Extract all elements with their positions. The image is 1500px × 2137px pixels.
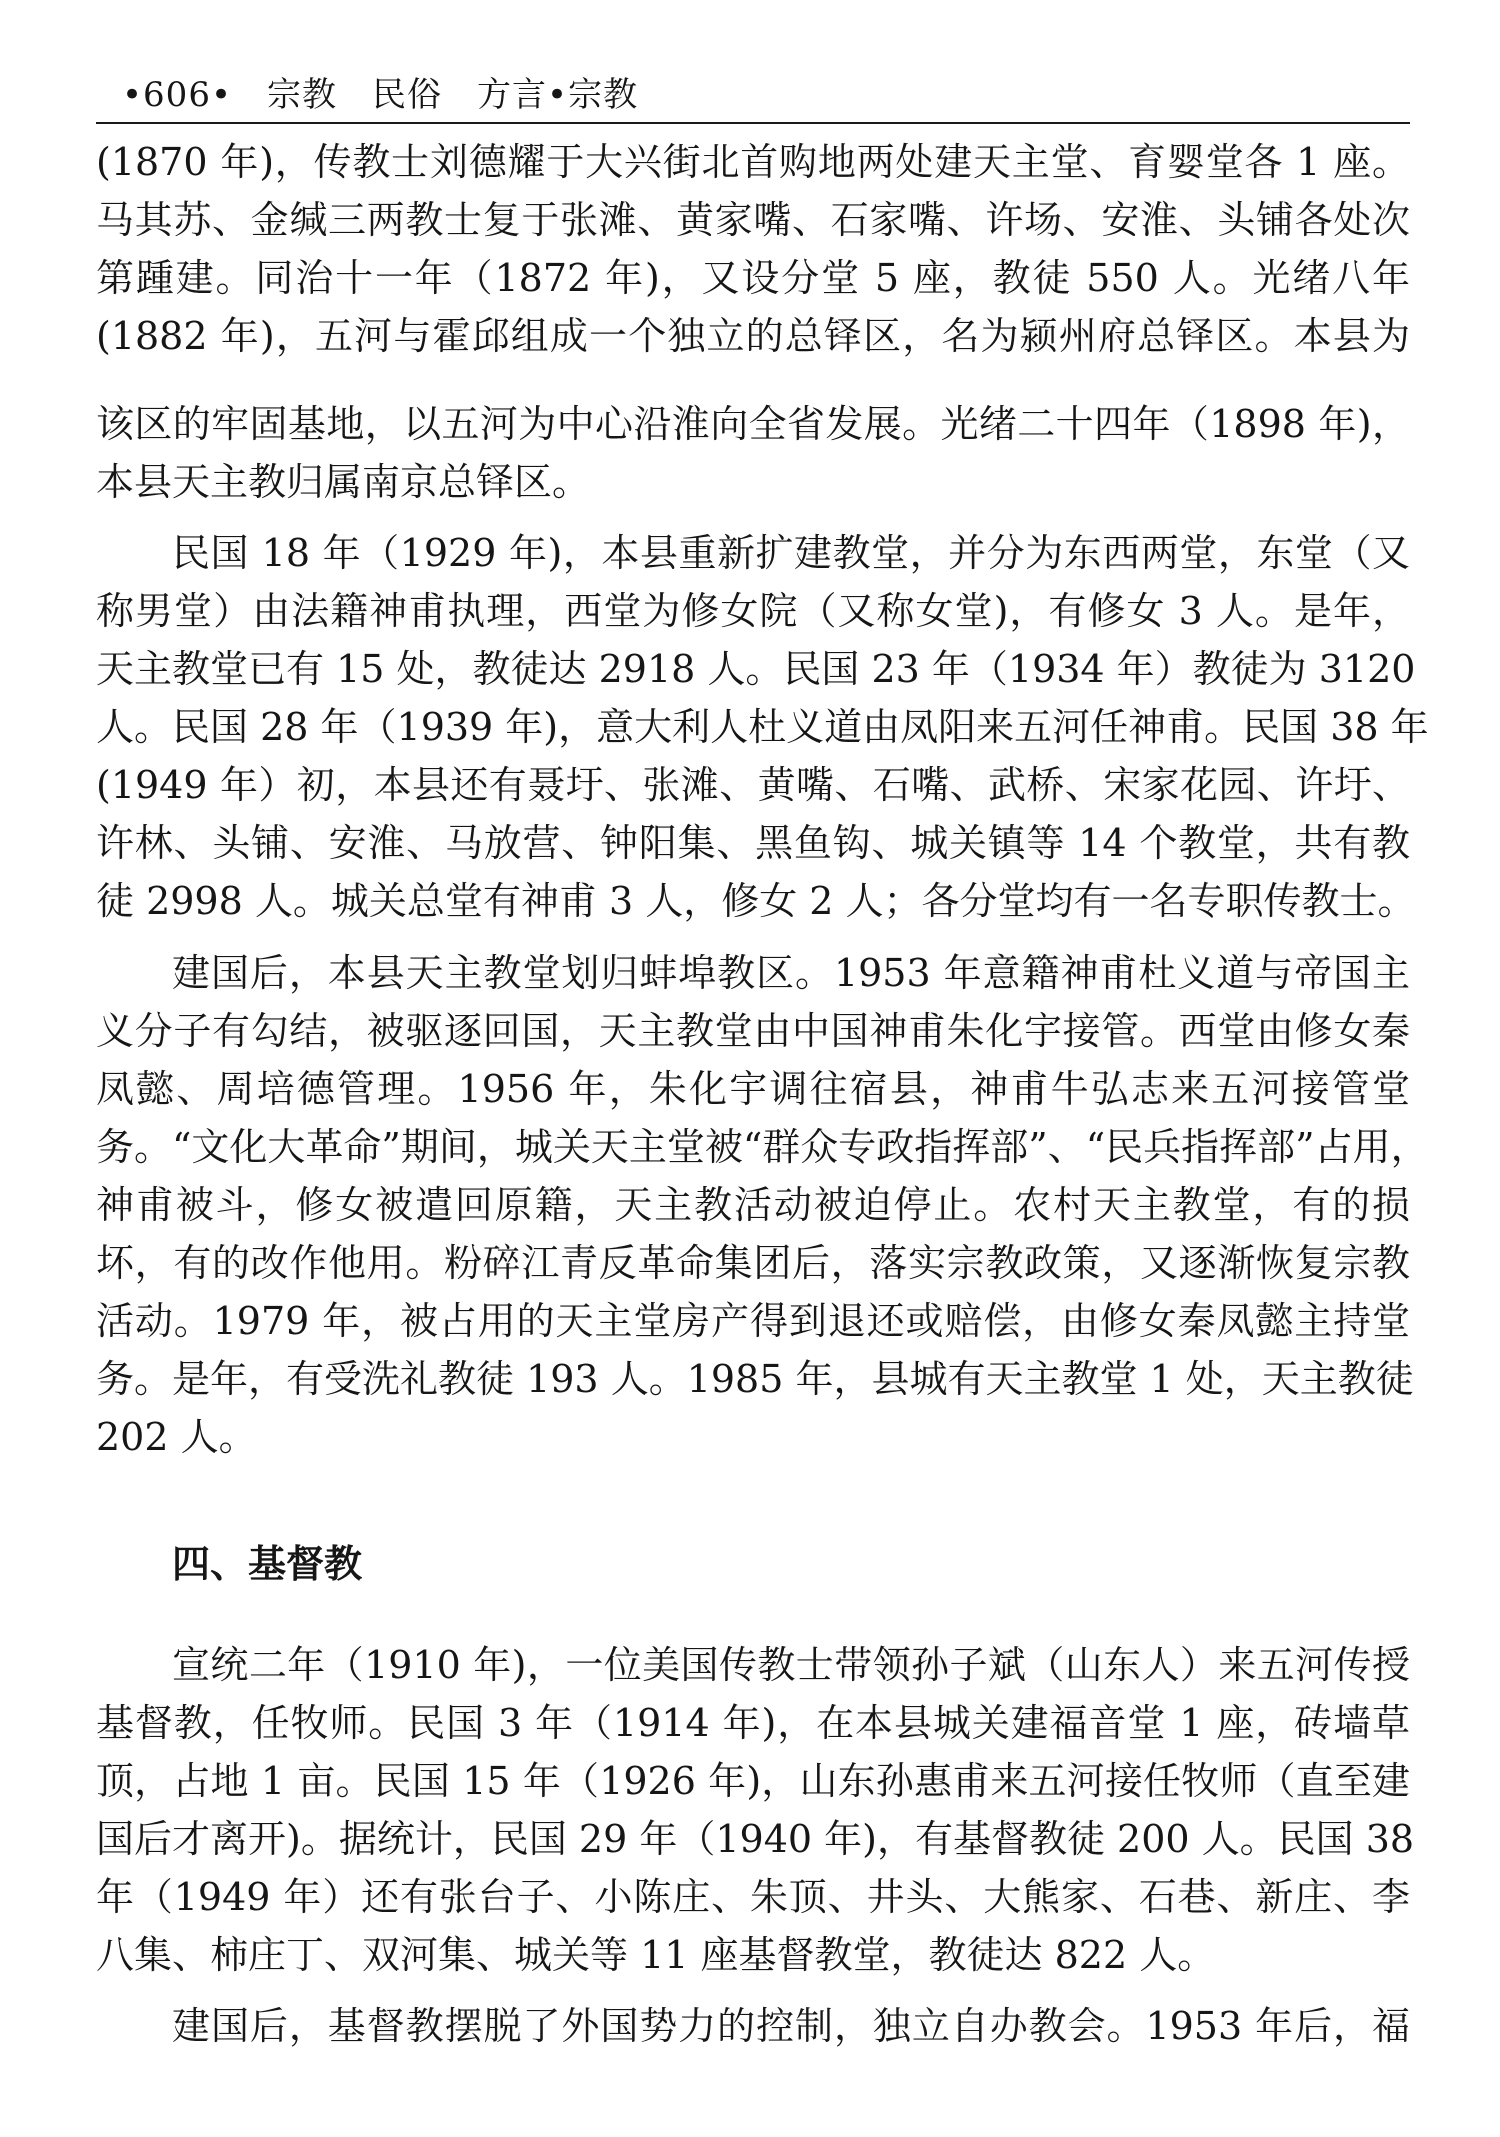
text-line: 凤懿、周培德管理。1956 年，朱化宇调往宿县，神甫牛弘志来五河接管堂: [96, 1067, 1410, 1111]
text-line: 国后才离开)。据统计，民国 29 年（1940 年)，有基督教徒 200 人。民国 38: [96, 1817, 1415, 1861]
text-line: 务。是年，有受洗礼教徒 193 人。1985 年，县城有天主教堂 1 处，天主教徒: [96, 1357, 1414, 1401]
page-number: •606•: [122, 75, 233, 115]
text-line: 天主教堂已有 15 处，教徒达 2918 人。民国 23 年（1934 年）教徒为 3120: [96, 647, 1416, 691]
text-line: (1870 年)，传教士刘德耀于大兴街北首购地两处建天主堂、育婴堂各 1 座。: [96, 140, 1410, 184]
text-line: 八集、柿庄丁、双河集、城关等 11 座基督教堂，教徒达 822 人。: [96, 1933, 1216, 1977]
section-heading: 四、基督教: [172, 1542, 363, 1586]
text-line: 坏，有的改作他用。粉碎江青反革命集团后，落实宗教政策，又逐渐恢复宗教: [96, 1241, 1410, 1285]
text-line: 顶，占地 1 亩。民国 15 年（1926 年)，山东孙惠甫来五河接任牧师（直至建: [96, 1759, 1410, 1803]
text-line: 人。民国 28 年（1939 年)，意大利人杜义道由凤阳来五河任神甫。民国 38 年: [96, 705, 1429, 749]
text-line: 义分子有勾结，被驱逐回国，天主教堂由中国神甫朱化宇接管。西堂由修女秦: [96, 1009, 1410, 1053]
text-line: 徒 2998 人。城关总堂有神甫 3 人，修女 2 人；各分堂均有一名专职传教士。: [96, 879, 1416, 923]
text-line: 神甫被斗，修女被遣回原籍，天主教活动被迫停止。农村天主教堂，有的损: [96, 1183, 1410, 1227]
text-line: 马其苏、金缄三两教士复于张滩、黄家嘴、石家嘴、许场、安淮、头铺各处次: [96, 198, 1410, 242]
text-line: 民国 18 年（1929 年)，本县重新扩建教堂，并分为东西两堂，东堂（又: [172, 531, 1410, 575]
text-line: 本县天主教归属南京总铎区。: [96, 460, 591, 504]
text-line: 年（1949 年）还有张台子、小陈庄、朱顶、井头、大熊家、石巷、新庄、李: [96, 1875, 1410, 1919]
text-line: 该区的牢固基地，以五河为中心沿淮向全省发展。光绪二十四年（1898 年)，: [96, 402, 1410, 446]
text-line: 基督教，任牧师。民国 3 年（1914 年)，在本县城关建福音堂 1 座，砖墙草: [96, 1701, 1410, 1745]
running-header: [122, 66, 1412, 124]
text-line: 活动。1979 年，被占用的天主堂房产得到退还或赔偿，由修女秦凤懿主持堂: [96, 1299, 1410, 1343]
text-line: 第踵建。同治十一年（1872 年)，又设分堂 5 座，教徒 550 人。光绪八年: [96, 256, 1410, 300]
text-line: 建国后，本县天主教堂划归蚌埠教区。1953 年意籍神甫杜义道与帝国主: [172, 951, 1410, 995]
text-line: 务。“文化大革命”期间，城关天主堂被“群众专政指挥部”、“民兵指挥部”占用，: [96, 1125, 1429, 1169]
text-line: 宣统二年（1910 年)，一位美国传教士带领孙子斌（山东人）来五河传授: [172, 1643, 1410, 1687]
section-title: 宗教 民俗 方言•宗教: [267, 75, 639, 115]
text-line: 许林、头铺、安淮、马放营、钟阳集、黑鱼钩、城关镇等 14 个教堂，共有教: [96, 821, 1410, 865]
header-rule: [96, 122, 1410, 124]
text-line: 202 人。: [96, 1415, 257, 1459]
text-line: (1882 年)，五河与霍邱组成一个独立的总铎区，名为颍州府总铎区。本县为: [96, 314, 1410, 358]
text-line: (1949 年）初，本县还有聂圩、张滩、黄嘴、石嘴、武桥、宋家花园、许圩、: [96, 763, 1410, 807]
text-line: 称男堂）由法籍神甫执理，西堂为修女院（又称女堂)，有修女 3 人。是年，: [96, 589, 1410, 633]
text-line: 建国后，基督教摆脱了外国势力的控制，独立自办教会。1953 年后，福: [172, 2004, 1410, 2048]
